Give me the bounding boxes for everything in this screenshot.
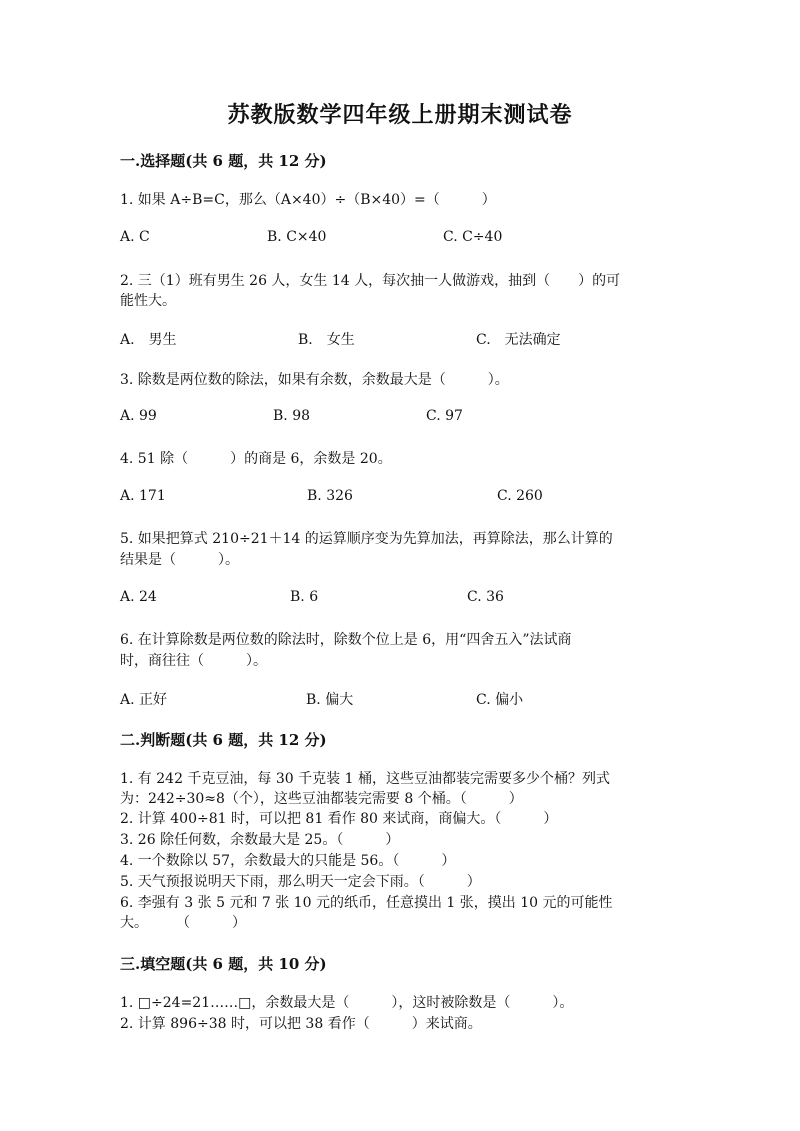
question-1-option-c: C. C÷40 [443,229,503,245]
question-5-option-c: C. 36 [467,589,504,605]
question-6-option-a: A. 正好 [120,692,168,708]
judgement-line: 1. 有 242 千克豆油，每 30 千克装 1 桶，这些豆油都装完需要多少个桶？列式 [120,771,610,787]
judgement-line: 大。 （ ） [120,915,246,931]
judgement-line: 5. 天气预报说明天下雨，那么明天一定会下雨。（ ） [120,874,481,890]
question-3-text: 3. 除数是两位数的除法，如果有余数，余数最大是（ ）。 [120,372,509,388]
question-6-text-line1: 6. 在计算除数是两位数的除法时，除数个位上是 6，用“四舍五入”法试商 [120,632,572,648]
question-4-option-b: B. 326 [307,488,353,504]
question-4-option-c: C. 260 [497,488,543,504]
judgement-line: 6. 李强有 3 张 5 元和 7 张 10 元的纸币，任意摸出 1 张，摸出 10 元的可能性 [120,895,613,911]
question-1-option-a: A. C [120,229,150,245]
judgement-line: 2. 计算 400÷81 时，可以把 81 看作 80 来试商，商偏大。（ ） [120,811,558,827]
question-1-option-b: B. C×40 [267,229,327,245]
question-5-text-line2: 结果是（ ）。 [120,552,239,568]
fill-blank-line: 1. □÷24=21……□，余数最大是（ ），这时被除数是（ ）。 [120,995,574,1011]
question-4-option-a: A. 171 [120,488,166,504]
question-3-option-c: C. 97 [426,408,463,424]
question-3-option-b: B. 98 [273,408,311,424]
question-3-option-a: A. 99 [120,408,157,424]
section-heading-choice: 一.选择题(共 6 题，共 12 分) [120,152,327,170]
question-5-option-b: B. 6 [290,589,319,605]
question-5-option-a: A. 24 [120,589,157,605]
judgement-line: 为：242÷30≈8（个），这些豆油都装完需要 8 个桶。（ ） [120,791,523,807]
page-title: 苏教版数学四年级上册期末测试卷 [227,102,573,128]
question-1-text: 1. 如果 A÷B=C，那么（A×40）÷（B×40）=（ ） [120,192,496,208]
question-2-option-a: A. 男生 [120,332,177,348]
question-2-option-b: B. 女生 [298,332,355,348]
question-6-option-b: B. 偏大 [306,692,354,708]
section-heading-fill-blank: 三.填空题(共 6 题，共 10 分) [120,955,327,973]
section-heading-judgement: 二.判断题(共 6 题，共 12 分) [120,731,327,749]
question-2-text-line2: 能性大。 [120,293,176,309]
question-2-option-c: C. 无法确定 [476,332,561,348]
question-4-text: 4. 51 除（ ）的商是 6，余数是 20。 [120,451,392,467]
fill-blank-line: 2. 计算 896÷38 时，可以把 38 看作（ ）来试商。 [120,1016,482,1032]
question-5-text-line1: 5. 如果把算式 210÷21＋14 的运算顺序变为先算加法，再算除法，那么计算的 [120,531,613,547]
question-6-text-line2: 时，商往往（ ）。 [120,653,267,669]
judgement-line: 3. 26 除任何数，余数最大是 25。（ ） [120,832,400,848]
judgement-line: 4. 一个数除以 57，余数最大的只能是 56。（ ） [120,853,456,869]
question-6-option-c: C. 偏小 [476,692,524,708]
question-2-text-line1: 2. 三（1）班有男生 26 人，女生 14 人，每次抽一人做游戏，抽到（ ）的可 [120,273,621,289]
